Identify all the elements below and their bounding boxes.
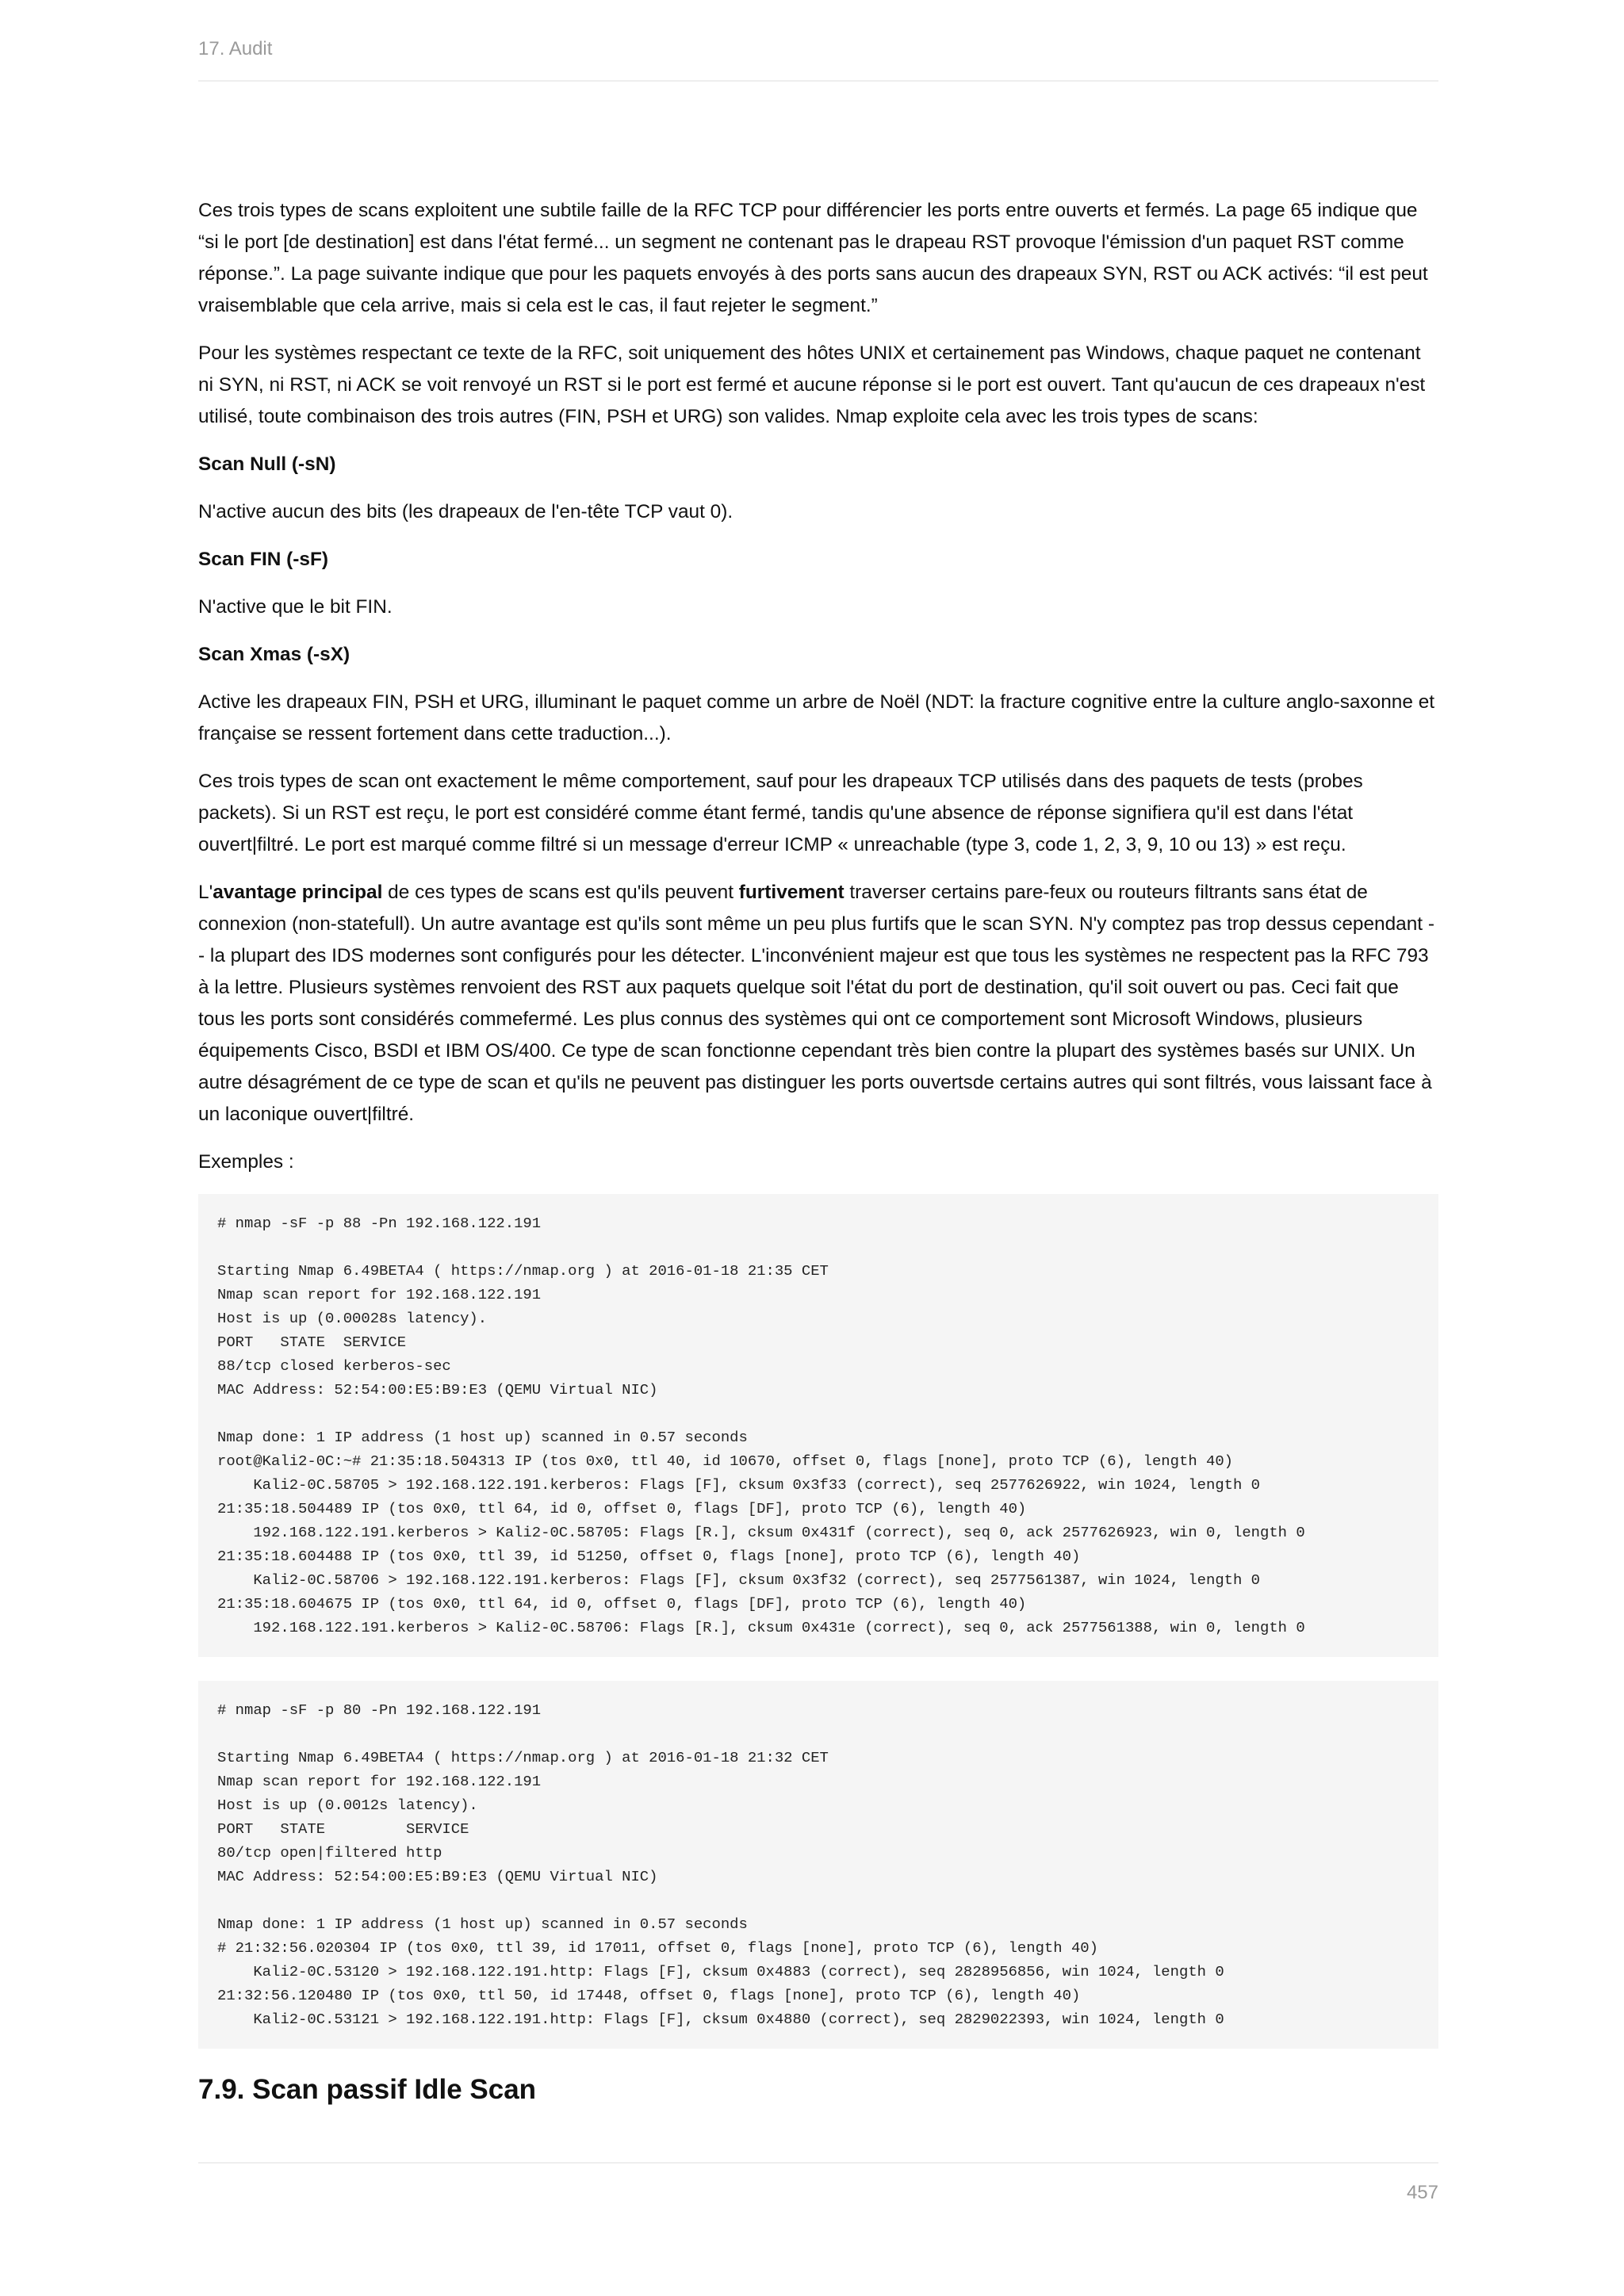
paragraph-scan-behaviour: Ces trois types de scan ont exactement le même comportement, sauf pour les drapeaux TCP utilisés dans des paquets de tests (probes packets). Si un RST est reçu, le port est considéré comme étant fermé, tandis qu'une absence de réponse signifiera qu'il est dans l'état ouvert|filtré. Le port est marqué comme filtré si un message d'erreur ICMP « unreachable (type 3, code 1, 2, 3, 9, 10 ou 13) » est reçu.: [198, 771, 1363, 855]
code-line: Host is up (0.0012s latency).: [217, 1797, 478, 1814]
page-number: 457: [1406, 2182, 1438, 2203]
code-line: 192.168.122.191.kerberos > Kali2-0C.58706: Flags [R.], cksum 0x431e (correct), seq 0, ack 2577561388, win 0, length 0: [217, 1619, 1305, 1636]
code-line: MAC Address: 52:54:00:E5:B9:E3 (QEMU Virtual NIC): [217, 1381, 658, 1399]
code-line: [217, 1402, 1419, 1425]
code-line: PORT STATE SERVICE: [217, 1820, 469, 1838]
code-line: Kali2-0C.53121 > 192.168.122.191.http: Flags [F], cksum 0x4880 (correct), seq 2829022393, win 1024, length 0: [217, 2011, 1224, 2028]
code-line: Nmap scan report for 192.168.122.191: [217, 1286, 542, 1303]
paragraph-rfc-systems: Pour les systèmes respectant ce texte de la RFC, soit uniquement des hôtes UNIX et certainement pas Windows, chaque paquet ne contenant ni SYN, ni RST, ni ACK se voit renvoyé un RST si le port est fermé et aucune réponse si le port est ouvert. Tant qu'aucun de ces drapeaux n'est utilisé, toute combinaison des trois autres (FIN, PSH et URG) son valides. Nmap exploite cela avec les trois types de scans:: [198, 342, 1426, 427]
advantages-bold-main: avantage principal: [213, 882, 383, 903]
code-line: # nmap -sF -p 88 -Pn 192.168.122.191: [217, 1215, 542, 1232]
code-block-port-88: [198, 1194, 1438, 1657]
advantages-rest: traverser certains pare-feux ou routeurs filtrants sans état de connexion (non-statefull). Un autre avantage est qu'ils sont même un peu plus furtifs que le scan SYN. N'y comptez pas trop dessus cependant -- la plupart des IDS modernes sont configurés pour les détecter. L'inconvénient majeur est que tous les systèmes ne respectent pas la RFC 793 à la lettre. Plusieurs systèmes renvoient des RST aux paquets quelque soit l'état du port de destination, qu'il soit ouvert ou pas. Ceci fait que tous les ports sont considérés commefermé. Les plus connus des systèmes qui ont ce comportement sont Microsoft Windows, plusieurs équipements Cisco, BSDI et IBM OS/400. Ce type de scan fonctionne cependant très bien contre la plupart des systèmes basés sur UNIX. Un autre désagrément de ce type de scan et qu'ils ne peuvent pas distinguer les ports ouvertsde certains autres qui sont filtrés, vous laissant face à un laconique ouvert|filtré.: [198, 882, 1434, 1125]
desc-scan-fin: N'active que le bit FIN.: [198, 596, 393, 618]
code-line: root@Kali2-0C:~# 21:35:18.504313 IP (tos 0x0, ttl 40, id 10670, offset 0, flags [none], proto TCP (6), length 40): [217, 1452, 1233, 1470]
code-line: Nmap scan report for 192.168.122.191: [217, 1773, 542, 1790]
code-line: Starting Nmap 6.49BETA4 ( https://nmap.org ) at 2016-01-18 21:32 CET: [217, 1749, 829, 1766]
page-content: [198, 195, 1438, 2107]
term-scan-fin: Scan FIN (-sF): [198, 549, 328, 570]
footer-divider: [198, 2162, 1438, 2164]
code-line: 88/tcp closed kerberos-sec: [217, 1357, 451, 1375]
code-line: 21:35:18.504489 IP (tos 0x0, ttl 64, id 0, offset 0, flags [DF], proto TCP (6), length 40): [217, 1500, 1027, 1517]
code-line: 192.168.122.191.kerberos > Kali2-0C.58705: Flags [R.], cksum 0x431f (correct), seq 0, ack 2577626923, win 0, length 0: [217, 1524, 1305, 1541]
section-heading: 7.9. Scan passif Idle Scan: [198, 2074, 537, 2105]
header-divider: [198, 80, 1438, 82]
code-line: 21:35:18.604488 IP (tos 0x0, ttl 39, id 51250, offset 0, flags [none], proto TCP (6), length 40): [217, 1548, 1081, 1565]
code-line: 21:32:56.120480 IP (tos 0x0, ttl 50, id 17448, offset 0, flags [none], proto TCP (6), length 40): [217, 1987, 1081, 2004]
code-line: [217, 1722, 1419, 1746]
code-block-port-80: [198, 1681, 1438, 2049]
advantages-lead: L': [198, 882, 213, 903]
code-line: Nmap done: 1 IP address (1 host up) scanned in 0.57 seconds: [217, 1915, 748, 1933]
desc-scan-null: N'active aucun des bits (les drapeaux de l'en-tête TCP vaut 0).: [198, 501, 733, 522]
code-line: Kali2-0C.58706 > 192.168.122.191.kerberos: Flags [F], cksum 0x3f32 (correct), seq 2577561387, win 1024, length 0: [217, 1571, 1261, 1589]
code-line: PORT STATE SERVICE: [217, 1334, 407, 1351]
desc-scan-xmas: Active les drapeaux FIN, PSH et URG, illuminant le paquet comme un arbre de Noël (NDT: la fracture cognitive entre la culture anglo-saxonne et française se ressent fortement dans cette traduction...).: [198, 691, 1435, 744]
code-line: Kali2-0C.58705 > 192.168.122.191.kerberos: Flags [F], cksum 0x3f33 (correct), seq 2577626922, win 1024, length 0: [217, 1476, 1261, 1494]
code-line: [217, 1235, 1419, 1259]
code-line: Nmap done: 1 IP address (1 host up) scanned in 0.57 seconds: [217, 1429, 748, 1446]
code-line: [217, 1888, 1419, 1912]
code-line: # 21:32:56.020304 IP (tos 0x0, ttl 39, id 17011, offset 0, flags [none], proto TCP (6), length 40): [217, 1939, 1098, 1957]
code-line: Starting Nmap 6.49BETA4 ( https://nmap.org ) at 2016-01-18 21:35 CET: [217, 1262, 829, 1280]
term-scan-xmas: Scan Xmas (-sX): [198, 644, 350, 665]
code-line: 80/tcp open|filtered http: [217, 1844, 442, 1862]
examples-label: Exemples :: [198, 1151, 294, 1173]
code-line: Host is up (0.00028s latency).: [217, 1310, 488, 1327]
code-line: 21:35:18.604675 IP (tos 0x0, ttl 64, id 0, offset 0, flags [DF], proto TCP (6), length 40): [217, 1595, 1027, 1613]
code-line: Kali2-0C.53120 > 192.168.122.191.http: Flags [F], cksum 0x4883 (correct), seq 2828956856, win 1024, length 0: [217, 1963, 1224, 1980]
paragraph-advantages: [198, 877, 1438, 1131]
paragraph-rfc-flaw: Ces trois types de scans exploitent une subtile faille de la RFC TCP pour différencier les ports entre ouverts et fermés. La page 65 indique que “si le port [de destination] est dans l'état fermé... un segment ne contenant pas le drapeau RST provoque l'émission d'un paquet RST comme réponse.”. La page suivante indique que pour les paquets envoyés à des ports sans aucun des drapeaux SYN, RST ou ACK activés: “il est peut vraisemblable que cela arrive, mais si cela est le cas, il faut rejeter le segment.”: [198, 200, 1428, 316]
code-line: MAC Address: 52:54:00:E5:B9:E3 (QEMU Virtual NIC): [217, 1868, 658, 1885]
advantages-bold-stealth: furtivement: [738, 882, 845, 903]
running-header: 17. Audit: [198, 38, 273, 59]
document-page: [198, 0, 1438, 2296]
term-scan-null: Scan Null (-sN): [198, 453, 336, 475]
code-line: # nmap -sF -p 80 -Pn 192.168.122.191: [217, 1701, 542, 1719]
advantages-mid: de ces types de scans est qu'ils peuvent: [382, 882, 739, 903]
